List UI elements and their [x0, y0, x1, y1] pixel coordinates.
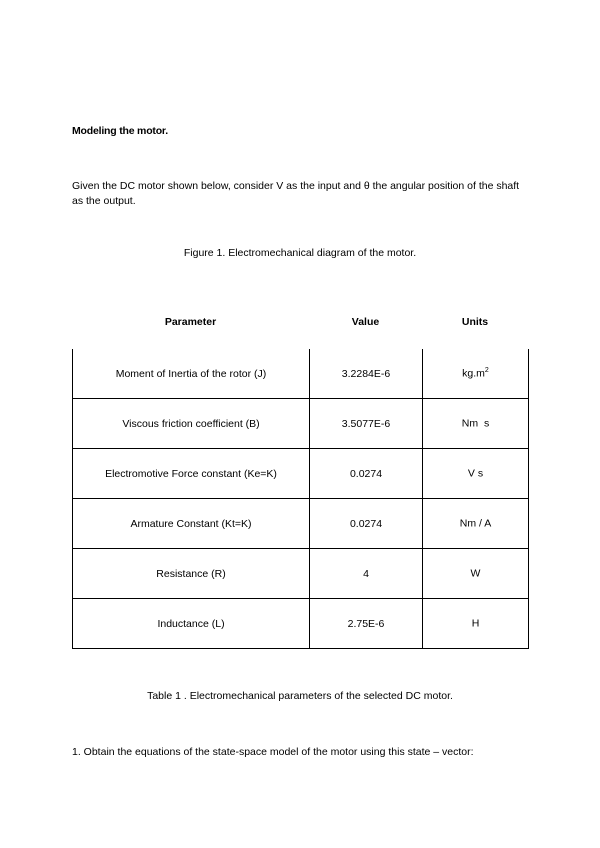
value-cell: 2.75E-6 [310, 599, 423, 649]
unit-exponent: 2 [484, 367, 489, 375]
parameters-table [72, 349, 529, 649]
unit-base: kg.m [462, 367, 485, 380]
intro-paragraph: Given the DC motor shown below, consider V as the input and θ the angular position of the shaft as the output. [72, 180, 520, 207]
unit-cell [423, 449, 529, 499]
table-row [73, 599, 529, 649]
value-cell: 3.2284E-6 [310, 349, 423, 399]
figure-caption: Figure 1. Electromechanical diagram of the motor. [183, 247, 417, 259]
unit-base: Nm s [461, 417, 490, 430]
table-row [73, 349, 529, 399]
parameter-cell: Inductance (L) [73, 599, 310, 649]
header-parameter: Parameter [164, 316, 217, 328]
table-row [73, 399, 529, 449]
unit-cell [423, 399, 529, 449]
unit-base: W [470, 567, 481, 580]
unit-cell [423, 599, 529, 649]
unit-cell [423, 349, 529, 399]
unit-base: Nm / A [459, 517, 492, 530]
parameter-cell: Moment of Inertia of the rotor (J) [73, 349, 310, 399]
unit-cell [423, 499, 529, 549]
parameter-cell: Electromotive Force constant (Ke=K) [73, 449, 310, 499]
table-row [73, 549, 529, 599]
unit-base: H [471, 617, 480, 630]
table-row [73, 449, 529, 499]
value-cell: 4 [310, 549, 423, 599]
parameter-cell: Viscous friction coefficient (B) [73, 399, 310, 449]
header-value: Value [351, 316, 380, 328]
section-heading: Modeling the motor. [72, 125, 168, 137]
table-row [73, 499, 529, 549]
parameter-cell: Armature Constant (Kt=K) [73, 499, 310, 549]
parameter-cell: Resistance (R) [73, 549, 310, 599]
question-text: 1. Obtain the equations of the state-space model of the motor using this state – vector: [72, 746, 474, 758]
header-units: Units [461, 316, 489, 328]
unit-base: V s [467, 467, 484, 480]
table-caption: Table 1 . Electromechanical parameters of the selected DC motor. [147, 690, 453, 702]
table-header [72, 316, 528, 336]
value-cell: 0.0274 [310, 449, 423, 499]
value-cell: 0.0274 [310, 499, 423, 549]
value-cell: 3.5077E-6 [310, 399, 423, 449]
unit-cell [423, 549, 529, 599]
